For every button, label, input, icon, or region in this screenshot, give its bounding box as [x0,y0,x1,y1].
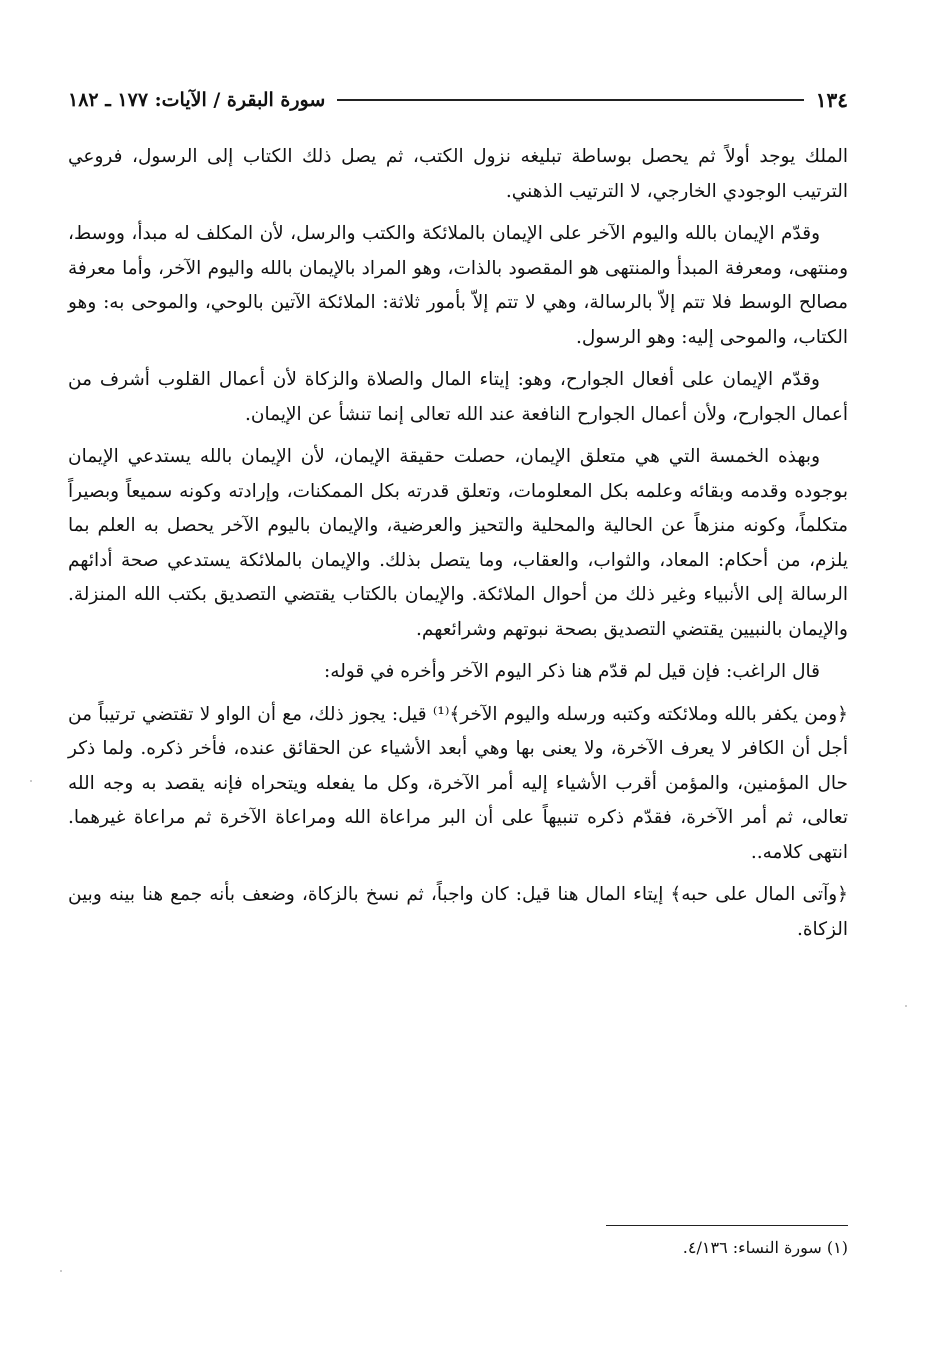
footnote: (١) سورة النساء: ٤/١٣٦. [682,1238,848,1257]
paragraph-4: وبهذه الخمسة التي هي متعلق الإيمان، حصلت حقيقة الإيمان، لأن الإيمان بالله يستدعي الإيمان بوجوده وقدمه وبقائه وعلمه بكل المعلومات، وتعلق قدرته بكل الممكنات، وإرادته وكونه سميعاً وبصيراً متكلماً، وكونه منزهاً عن الحالية والمحلية والتحيز والعرضية، والإيمان باليوم الآخر يحصل به العلم بما يلزم، من أحكام: المعاد، والثواب، والعقاب، وما يتصل بذلك. والإيمان بالملائكة يستدعي صحة أدائهم الرسالة إلى الأنبياء وغير ذلك من أحوال الملائكة. والإيمان بالكتاب يقتضي التصديق بكتب الله المنزلة. والإيمان بالنبيين يقتضي التصديق بصحة نبوتهم وشرائعهم. [68,446,848,640]
running-header [68,80,848,120]
paragraph-5: قال الراغب: فإن قيل لم قدّم هنا ذكر اليوم الآخر وأخره في قوله: [324,661,820,682]
paragraph-7: ﴿وآتى المال على حبه﴾ إيتاء المال هنا قيل: كان واجباً، ثم نسخ بالزكاة، وضعف بأنه جمع هنا بينه وبين الزكاة. [68,884,848,940]
main-text [68,140,848,955]
scan-speck [60,1270,62,1272]
scan-speck [30,780,32,782]
paragraph-3: وقدّم الإيمان على أفعال الجوارح، وهو: إيتاء المال والصلاة والزكاة لأن أعمال القلوب أشرف من أعمال الجوارح، ولأن أعمال الجوارح النافعة عند الله تعالى إنما تنشأ عن الإيمان. [68,369,848,425]
paragraph-1: الملك يوجد أولاً ثم يحصل بوساطة تبليغه نزول الكتب، ثم يصل ذلك الكتاب إلى الرسول، فروعي الترتيب الوجودي الخارجي، لا الترتيب الذهني. [68,146,848,202]
header-title: سورة البقرة / الآيات: ١٧٧ ـ ١٨٢ [68,89,326,111]
paragraph-2: وقدّم الإيمان بالله واليوم الآخر على الإيمان بالملائكة والكتب والرسل، لأن المكلف له مبدأ، ووسط، ومنتهى، ومعرفة المبدأ والمنتهى هو المقصود بالذات، وهو المراد بالإيمان بالله واليوم الآخر، وأما معرفة مصالح الوسط فلا تتم إلاّ بالرسالة، وهي لا تتم إلاّ بأمور ثلاثة: الملائكة الآتين بالوحي، والموحى به: وهو الكتاب، والموحى إليه: وهو الرسول. [68,223,848,348]
footnote-separator [606,1225,848,1226]
page-number: ١٣٤ [815,88,848,112]
header-rule [337,99,804,101]
scan-speck [905,1005,907,1007]
paragraph-6: ﴿ومن يكفر بالله وملائكته وكتبه ورسله واليوم الآخر﴾⁽¹⁾ قيل: يجوز ذلك، مع أن الواو لا تقتضي ترتيباً من أجل أن الكافر لا يعرف الآخرة، ولا يعنى بها وهي أبعد الأشياء عن الحقائق عنده، فأخر ذكره. ولما ذكر حال المؤمنين، والمؤمن أقرب الأشياء إليه أمر الآخرة، وكل ما يفعله ويتحراه فإنه يقصد به وجه الله تعالى، ثم أمر الآخرة، فقدّم ذكره تنبيهاً على أن البر مراعاة الله ومراعاة الآخرة ثم مراعاة غيرهما. انتهى كلامه.. [68,703,848,863]
